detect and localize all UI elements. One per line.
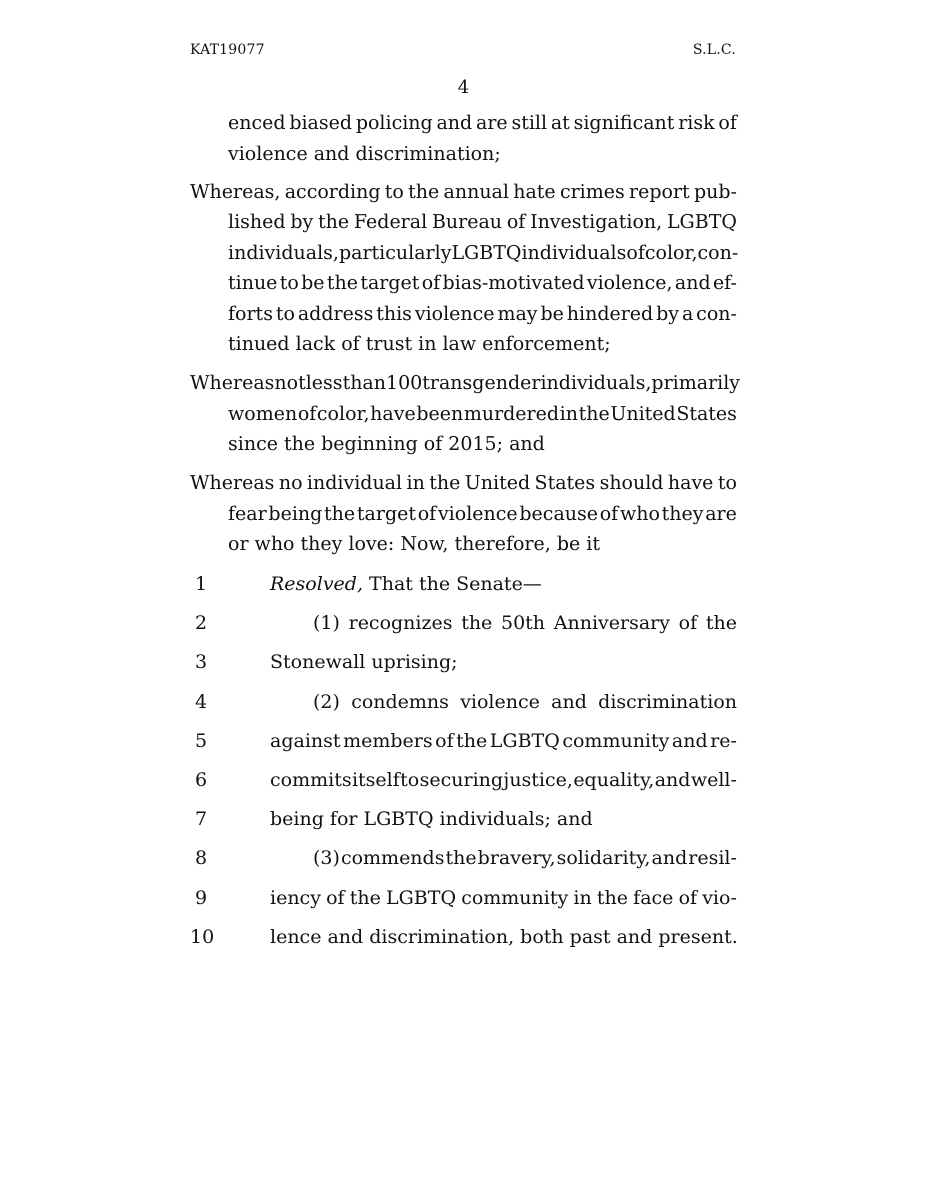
word: violence, <box>586 272 673 294</box>
word: the <box>445 847 477 869</box>
word: ef- <box>712 272 737 294</box>
resolution-body <box>190 575 737 955</box>
word: of <box>435 730 454 752</box>
word: to <box>279 272 299 294</box>
word: and <box>654 769 691 791</box>
whereas-1-line-6: tinued lack of trust in law enforcement; <box>228 333 611 355</box>
resolution-text <box>313 614 737 633</box>
word: LGBTQ <box>489 730 560 752</box>
word: con- <box>696 303 737 325</box>
word: community <box>562 730 670 752</box>
word: are <box>705 503 737 525</box>
page-number: 4 <box>457 77 470 98</box>
word: the <box>326 272 358 294</box>
word: being <box>268 503 323 525</box>
word: the <box>596 887 628 909</box>
word: individuals, <box>228 242 339 264</box>
word: (2) <box>313 691 340 713</box>
continuation-line-1 <box>228 114 737 133</box>
word: Whereas <box>190 472 275 494</box>
word: and <box>651 847 688 869</box>
word: by <box>656 303 680 325</box>
resolution-text <box>313 693 737 712</box>
word: of <box>678 612 698 634</box>
word: vio- <box>702 887 737 909</box>
word: itself <box>351 769 400 791</box>
word: be <box>540 303 564 325</box>
word: transgender <box>422 372 541 394</box>
word: 50th <box>501 612 546 634</box>
word: in <box>559 403 578 425</box>
word: re- <box>710 730 737 752</box>
word: crimes <box>559 181 625 203</box>
whereas-1-line-2 <box>228 213 737 232</box>
word: equality, <box>573 769 655 791</box>
continuation-line-2: violence and discrimination; <box>228 143 501 165</box>
line-number: 5 <box>194 730 208 752</box>
word: they <box>661 503 704 525</box>
word: against <box>270 730 341 752</box>
resolution-text <box>270 889 737 908</box>
word: target <box>356 503 416 525</box>
word: still <box>511 112 548 134</box>
word: well- <box>690 769 737 791</box>
word: violence <box>437 503 518 525</box>
word: of <box>718 112 737 134</box>
word: States <box>676 403 737 425</box>
resolved-word: Resolved, <box>270 573 363 595</box>
word: than <box>342 372 386 394</box>
resolution-text: Stonewall uprising; <box>270 651 458 673</box>
word: and <box>551 691 587 713</box>
word: to <box>400 769 420 791</box>
word: bravery, <box>477 847 556 869</box>
word: recognizes <box>348 612 453 634</box>
document-code: KAT19077 <box>190 42 265 58</box>
word: have <box>370 403 416 425</box>
word: Investigation, <box>530 211 663 233</box>
word: in <box>406 472 425 494</box>
word: and <box>671 730 708 752</box>
word: LGBTQ <box>451 242 522 264</box>
word: to <box>384 181 404 203</box>
line-number: 4 <box>194 691 208 713</box>
word: Whereas, <box>190 181 281 203</box>
word: the <box>429 472 461 494</box>
resolution-text <box>313 849 737 868</box>
word: States <box>534 472 596 494</box>
word: of <box>417 503 437 525</box>
word: Anniversary <box>553 612 670 634</box>
word: hindered <box>566 303 654 325</box>
word: LGBTQ <box>666 211 737 233</box>
word: and <box>436 112 473 134</box>
word: of <box>599 503 619 525</box>
word: of <box>626 242 645 264</box>
word: resil- <box>688 847 737 869</box>
word: 100 <box>386 372 423 394</box>
word: lished <box>228 211 286 233</box>
word: violence <box>460 691 540 713</box>
word: hate <box>513 181 556 203</box>
word: United <box>464 472 531 494</box>
line-number: 9 <box>194 887 208 909</box>
word: women <box>228 403 298 425</box>
word: securing <box>419 769 504 791</box>
word: have <box>667 472 714 494</box>
word: members <box>343 730 433 752</box>
resolution-preamble <box>190 112 741 564</box>
word: murdered <box>463 403 560 425</box>
word: to <box>717 472 737 494</box>
word: of <box>297 403 317 425</box>
whereas-3-line-2 <box>228 505 737 524</box>
whereas-1-line-4 <box>228 274 737 293</box>
word: the <box>578 403 610 425</box>
word: policing <box>355 112 433 134</box>
word: solidarity, <box>556 847 651 869</box>
word: particularly <box>338 242 452 264</box>
word: this <box>376 303 412 325</box>
line-number: 3 <box>194 651 208 673</box>
word: of <box>326 887 345 909</box>
word: Federal <box>353 211 428 233</box>
resolution-text: lence and discrimination, both past and present. <box>270 926 738 948</box>
word: the <box>408 181 440 203</box>
word: individual <box>306 472 403 494</box>
word: bias-motivated <box>442 272 585 294</box>
word: report <box>629 181 690 203</box>
word: of <box>506 211 526 233</box>
word: because <box>519 503 598 525</box>
word: color, <box>644 242 698 264</box>
word: no <box>278 472 303 494</box>
resolution-text <box>270 575 737 594</box>
word: tinue <box>228 272 278 294</box>
line-number: 7 <box>194 808 208 830</box>
word: should <box>599 472 664 494</box>
word: fear <box>228 503 267 525</box>
word: violence <box>414 303 495 325</box>
word: community <box>461 887 569 909</box>
word: are <box>476 112 508 134</box>
document-classification: S.L.C. <box>692 42 736 58</box>
word: may <box>497 303 538 325</box>
word: face <box>633 887 674 909</box>
word: to <box>275 303 295 325</box>
line-number: 8 <box>194 847 208 869</box>
word: con- <box>697 242 739 264</box>
word: pub- <box>693 181 737 203</box>
word: the <box>456 730 488 752</box>
word: the <box>349 887 381 909</box>
word: forts <box>228 303 273 325</box>
word: by <box>290 211 314 233</box>
line-number: 10 <box>190 926 215 948</box>
word: color, <box>316 403 370 425</box>
word: biased <box>289 112 353 134</box>
whereas-1-line-5 <box>228 305 737 324</box>
resolution-text: being for LGBTQ individuals; and <box>270 808 593 830</box>
word: the <box>461 612 493 634</box>
word: be <box>301 272 325 294</box>
word: and <box>674 272 711 294</box>
word: who <box>619 503 660 525</box>
word: been <box>416 403 464 425</box>
whereas-2-line-3: since the beginning of 2015; and <box>228 433 545 455</box>
word: significant <box>573 112 675 134</box>
word: discrimination <box>598 691 737 713</box>
resolution-text <box>270 771 737 790</box>
word: in <box>573 887 592 909</box>
word: at <box>550 112 570 134</box>
word: annual <box>443 181 509 203</box>
whereas-1-line-3 <box>228 244 737 263</box>
word: the <box>705 612 737 634</box>
word: United <box>610 403 676 425</box>
word: target <box>360 272 420 294</box>
word: according <box>284 181 381 203</box>
word: individuals <box>521 242 627 264</box>
word: the <box>324 503 356 525</box>
word: LGBTQ <box>386 887 457 909</box>
word: primarily <box>651 372 741 394</box>
word: Whereas <box>190 372 275 394</box>
resolution-text <box>270 732 737 751</box>
word: justice, <box>503 769 573 791</box>
word: individuals, <box>540 372 652 394</box>
word: enced <box>228 112 286 134</box>
word: (1) <box>313 612 340 634</box>
word: condemns <box>351 691 449 713</box>
line-number: 2 <box>194 612 208 634</box>
whereas-2-line-2 <box>228 405 737 424</box>
line-number: 6 <box>194 769 208 791</box>
word: a <box>681 303 694 325</box>
word: iency <box>270 887 321 909</box>
word: address <box>297 303 374 325</box>
word: commits <box>270 769 352 791</box>
word: risk <box>678 112 715 134</box>
word: commends <box>340 847 445 869</box>
word: less <box>305 372 343 394</box>
word: of <box>421 272 441 294</box>
word: of <box>678 887 698 909</box>
word: (3) <box>313 847 340 869</box>
word: Bureau <box>431 211 503 233</box>
word: not <box>274 372 306 394</box>
resolved-text: That the Senate— <box>363 573 542 595</box>
whereas-3-line-3: or who they love: Now, therefore, be it <box>228 533 600 555</box>
line-number: 1 <box>194 573 208 595</box>
whereas-2-line-1 <box>190 372 741 394</box>
whereas-1-line-1 <box>190 183 737 202</box>
word: the <box>318 211 350 233</box>
whereas-3-line-1 <box>190 474 737 493</box>
